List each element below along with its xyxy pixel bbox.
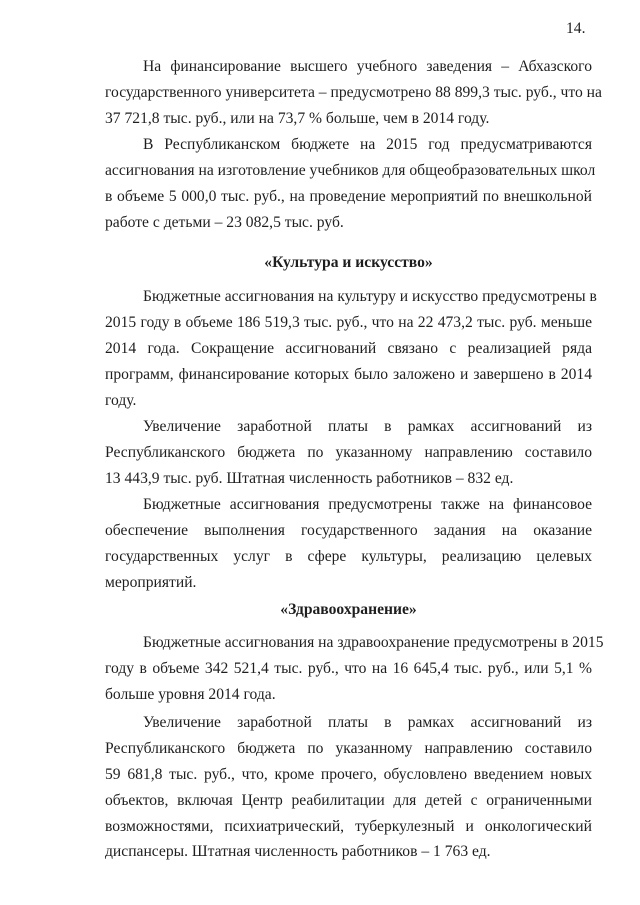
text-line: программ, финансирование которых было заложено и завершено в 2014	[105, 365, 592, 383]
text-line: году в объеме 342 521,4 тыс. руб., что на 16 645,4 тыс. руб., или 5,1 %	[105, 659, 592, 677]
text-line: 37 721,8 тыс. руб., или на 73,7 % больше, чем в 2014 году.	[105, 109, 490, 127]
text-line: На финансирование высшего учебного заведения – Абхазского	[143, 58, 592, 75]
section-heading-healthcare: «Здравоохранение»	[280, 601, 417, 618]
text-line: В Республиканском бюджете на 2015 год предусматриваются	[143, 136, 592, 153]
text-line: государственных услуг в сфере культуры, реализацию целевых	[105, 547, 592, 565]
text-line: Бюджетные ассигнования на культуру и искусство предусмотрены в	[143, 288, 597, 305]
text-line: диспансеры. Штатная численность работников – 1 763 ед.	[105, 843, 491, 861]
text-line: мероприятий.	[105, 573, 197, 591]
text-line: возможностями, психиатрический, туберкулезный и онкологический	[105, 817, 592, 835]
text-line: Увеличение заработной платы в рамках ассигнований из	[143, 714, 592, 731]
paragraph-culture-salary	[105, 414, 592, 492]
text-line: работе с детьми – 23 082,5 тыс. руб.	[105, 213, 344, 231]
text-line: Республиканского бюджета по указанному направлению составило	[105, 443, 592, 461]
text-line: году.	[105, 391, 137, 409]
text-line: 2014 года. Сокращение ассигнований связано с реализацией ряда	[105, 339, 592, 357]
text-line: ассигнования на изготовление учебников для общеобразовательных школ	[105, 161, 596, 179]
paragraph-university-funding	[105, 54, 602, 132]
text-line: объектов, включая Центр реабилитации для детей с ограниченными	[105, 791, 592, 809]
paragraph-culture-budget	[105, 284, 597, 413]
text-line: 13 443,9 тыс. руб. Штатная численность работников – 832 ед.	[105, 469, 514, 487]
text-line: Увеличение заработной платы в рамках ассигнований из	[143, 418, 592, 435]
text-line: Бюджетные ассигнования предусмотрены также на финансовое	[143, 496, 592, 513]
text-line: в объеме 5 000,0 тыс. руб., на проведение мероприятий по внешкольной	[105, 187, 592, 205]
text-line: больше уровня 2014 года.	[105, 685, 276, 703]
text-line: 2015 году в объеме 186 519,3 тыс. руб., что на 22 473,2 тыс. руб. меньше	[105, 313, 592, 331]
text-line: обеспечение выполнения государственного задания на оказание	[105, 521, 592, 539]
text-line: Республиканского бюджета по указанному направлению составило	[105, 739, 592, 757]
section-heading-culture: «Культура и искусство»	[264, 254, 433, 271]
paragraph-textbooks	[105, 132, 596, 236]
paragraph-culture-services	[105, 492, 592, 596]
paragraph-healthcare-salary	[105, 710, 592, 865]
text-line: 59 681,8 тыс. руб., что, кроме прочего, обусловлено введением новых	[105, 765, 592, 783]
text-line: Бюджетные ассигнования на здравоохранение предусмотрены в 2015	[143, 634, 604, 651]
paragraph-healthcare-budget	[105, 630, 604, 708]
page-number: 14.	[566, 20, 586, 37]
text-line: государственного университета – предусмотрено 88 899,3 тыс. руб., что на	[105, 83, 602, 101]
